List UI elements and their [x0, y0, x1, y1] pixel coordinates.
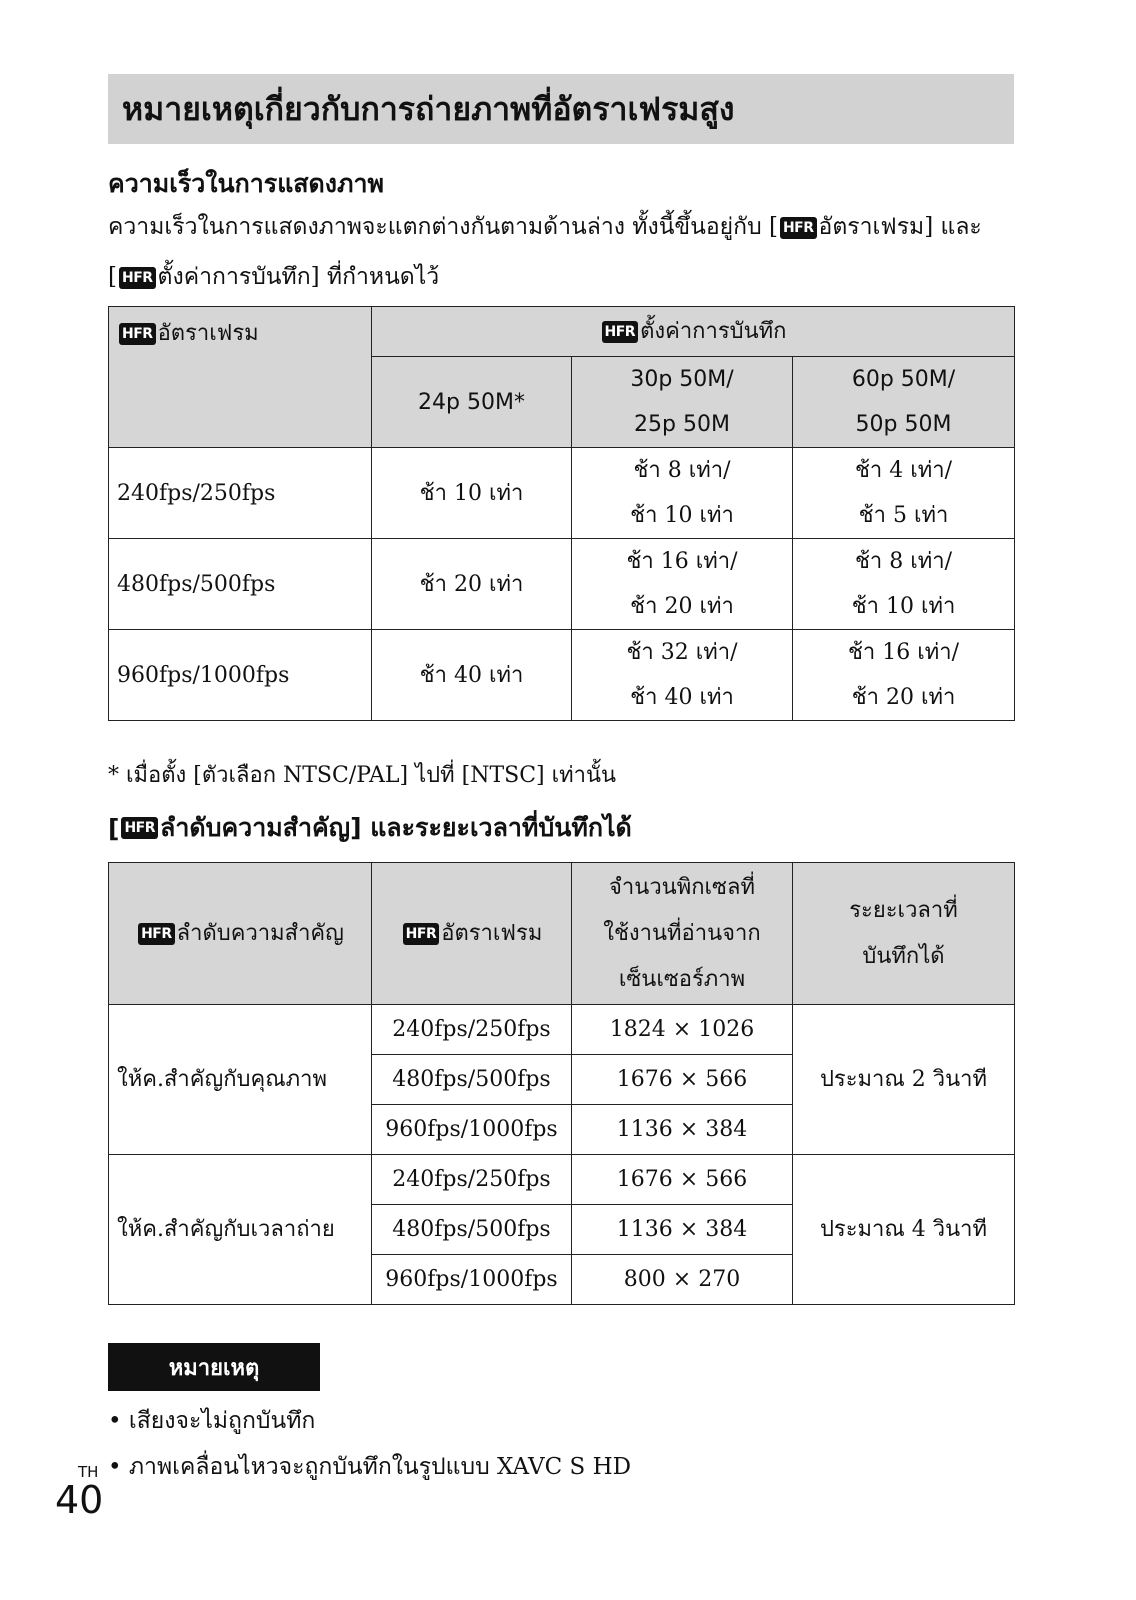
- hfr-icon: HFR: [121, 817, 158, 839]
- record-setting-header: HFR ตั้งค่าการบันทึก: [372, 307, 1015, 357]
- fps-cell: 480fps/500fps: [372, 1055, 572, 1105]
- hfr-icon: HFR: [119, 323, 156, 345]
- col-60p-header: 60p 50M/ 50p 50M: [793, 357, 1015, 448]
- speed-cell: ช้า 40 เท่า: [372, 630, 572, 721]
- frame-rate-header: HFR อัตราเฟรม: [109, 307, 372, 448]
- pixels-cell: 1136 × 384: [572, 1105, 793, 1155]
- pixels-cell: 1136 × 384: [572, 1205, 793, 1255]
- fps-cell: 240fps/250fps: [109, 448, 372, 539]
- hfr-icon: HFR: [138, 923, 175, 945]
- speed-cell: ช้า 32 เท่า/ ช้า 40 เท่า: [572, 630, 793, 721]
- notes-list: [108, 1398, 631, 1490]
- speed-cell: ช้า 16 เท่า/ ช้า 20 เท่า: [793, 630, 1015, 721]
- footnote: * เมื่อตั้ง [ตัวเลือก NTSC/PAL] ไปที่ [NTSC] เท่านั้น: [108, 763, 617, 788]
- speed-cell: ช้า 20 เท่า: [372, 539, 572, 630]
- fps-cell: 960fps/1000fps: [372, 1255, 572, 1305]
- display-speed-paragraph: ความเร็วในการแสดงภาพจะแตกต่างกันตามด้านล่าง ทั้งนี้ขึ้นอยู่กับ [ HFR อัตราเฟรม] และ [ HFR ตั้งค่าการบันทึก] ที่กำหนดไว้: [108, 214, 982, 290]
- hfr-icon: HFR: [119, 267, 156, 289]
- fps-cell: 240fps/250fps: [372, 1155, 572, 1205]
- playback-speed-table: [108, 306, 1015, 721]
- hfr-icon: HFR: [602, 321, 639, 343]
- col-30p-header: 30p 50M/ 25p 50M: [572, 357, 793, 448]
- fps-cell: 960fps/1000fps: [109, 630, 372, 721]
- pixels-cell: 1676 × 566: [572, 1055, 793, 1105]
- col-24p-header: 24p 50M*: [372, 357, 572, 448]
- speed-cell: ช้า 4 เท่า/ ช้า 5 เท่า: [793, 448, 1015, 539]
- table-row: [109, 1155, 1015, 1205]
- speed-cell: ช้า 8 เท่า/ ช้า 10 เท่า: [572, 448, 793, 539]
- pixels-cell: 1824 × 1026: [572, 1005, 793, 1055]
- pixels-cell: 800 × 270: [572, 1255, 793, 1305]
- fps-cell: 480fps/500fps: [372, 1205, 572, 1255]
- table-row: [109, 448, 1015, 539]
- time-cell: ประมาณ 4 วินาที: [793, 1155, 1015, 1305]
- list-item: • เสียงจะไม่ถูกบันทึก: [108, 1398, 631, 1444]
- recordable-time-table: [108, 862, 1015, 1305]
- priority-cell: ให้ค.สำคัญกับคุณภาพ: [109, 1005, 372, 1155]
- recordable-time-header: ระยะเวลาที่ บันทึกได้: [793, 863, 1015, 1005]
- note-label: หมายเหตุ: [108, 1343, 320, 1391]
- table-row: [109, 1005, 1015, 1055]
- speed-cell: ช้า 10 เท่า: [372, 448, 572, 539]
- table-row: [109, 630, 1015, 721]
- table-row: [109, 539, 1015, 630]
- fps-cell: 480fps/500fps: [109, 539, 372, 630]
- list-item: • ภาพเคลื่อนไหวจะถูกบันทึกในรูปแบบ XAVC S HD: [108, 1444, 631, 1490]
- fps-cell: 960fps/1000fps: [372, 1105, 572, 1155]
- table-row: [109, 863, 1015, 1005]
- fps-cell: 240fps/250fps: [372, 1005, 572, 1055]
- pixels-header: จำนวนพิกเซลที่ ใช้งานที่อ่านจาก เซ็นเซอร์ภาพ: [572, 863, 793, 1005]
- title-bar: [108, 74, 1014, 144]
- pixels-cell: 1676 × 566: [572, 1155, 793, 1205]
- page-title: หมายเหตุเกี่ยวกับการถ่ายภาพที่อัตราเฟรมสูง: [122, 89, 735, 128]
- section-heading-display-speed: ความเร็วในการแสดงภาพ: [108, 169, 385, 198]
- section-heading-priority: [ HFR ลำดับความสำคัญ] และระยะเวลาที่บันทึกได้: [108, 813, 632, 843]
- page-number: 40: [55, 1478, 104, 1522]
- speed-cell: ช้า 8 เท่า/ ช้า 10 เท่า: [793, 539, 1015, 630]
- table-row: [109, 307, 1015, 357]
- time-cell: ประมาณ 2 วินาที: [793, 1005, 1015, 1155]
- language-code: TH: [78, 1463, 99, 1481]
- speed-cell: ช้า 16 เท่า/ ช้า 20 เท่า: [572, 539, 793, 630]
- priority-cell: ให้ค.สำคัญกับเวลาถ่าย: [109, 1155, 372, 1305]
- frame-rate-header: HFR อัตราเฟรม: [372, 863, 572, 1005]
- priority-header: HFR ลำดับความสำคัญ: [109, 863, 372, 1005]
- hfr-icon: HFR: [403, 923, 440, 945]
- hfr-icon: HFR: [780, 217, 817, 239]
